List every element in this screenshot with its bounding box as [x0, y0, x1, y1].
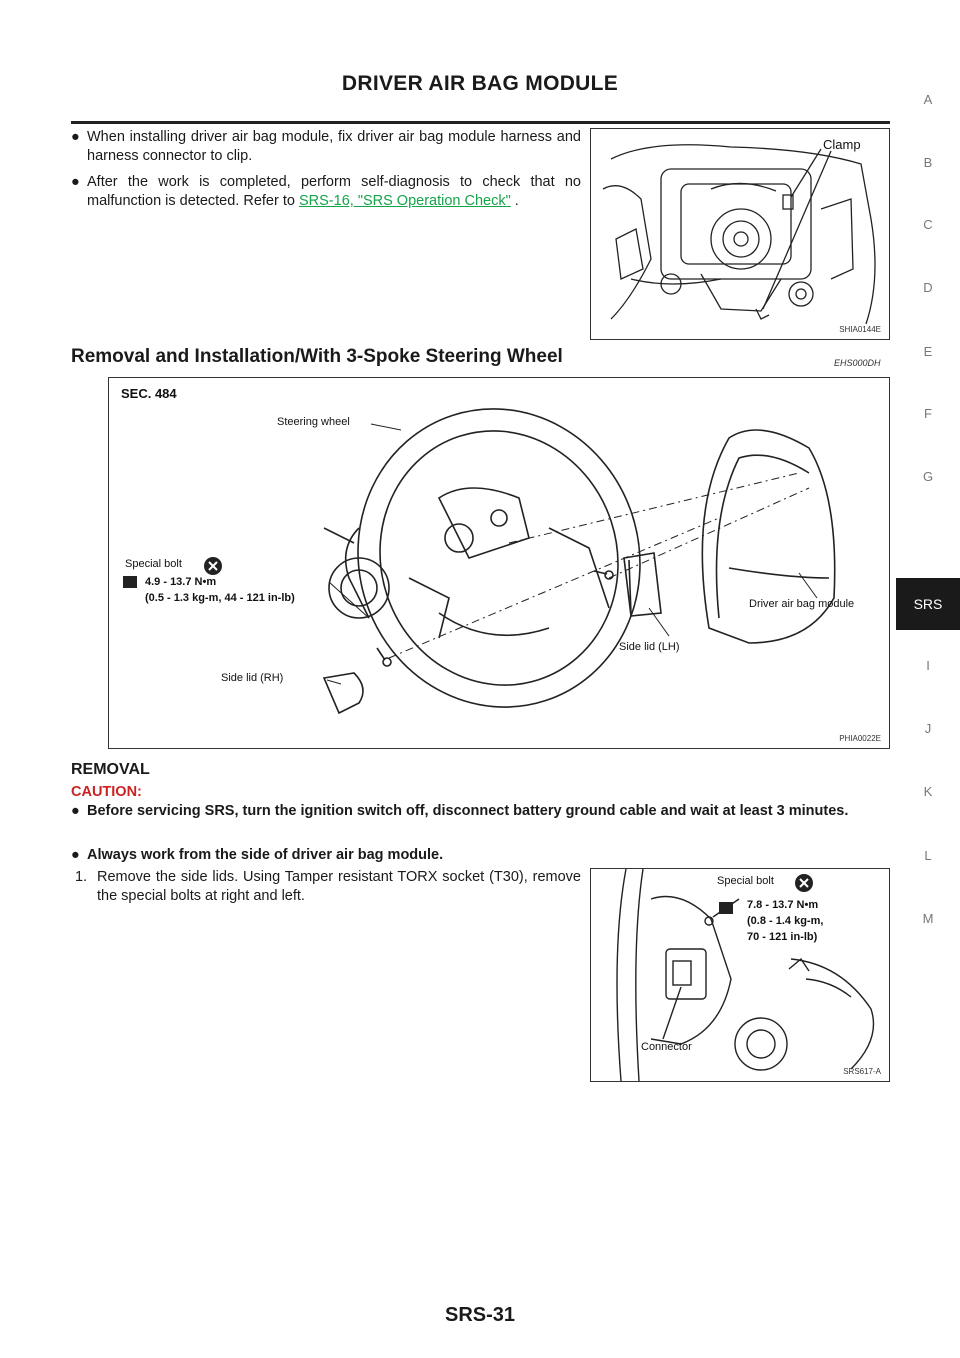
figure-steering-wheel — [108, 377, 890, 749]
intro-bullet-1 — [71, 128, 581, 166]
caution-label: CAUTION: — [71, 784, 142, 800]
special-bolt-label: Special bolt — [125, 558, 182, 570]
intro-bullet-text: After the work is completed, perform self-diagnosis to check that no malfunction is detected. Refer to SRS-16, "SRS Operation Check" . — [87, 174, 581, 209]
caution-item-2 — [71, 846, 889, 865]
torque-spec-3: 70 - 121 in-lb) — [747, 931, 818, 943]
header-rule — [71, 121, 890, 124]
removal-heading: REMOVAL — [71, 761, 150, 778]
bullet-dot: ● — [71, 803, 80, 819]
side-tab-b[interactable]: B — [923, 155, 933, 170]
torque-wrench-icon — [719, 902, 733, 914]
driver-airbag-label: Driver air bag module — [749, 598, 855, 610]
sec-label: SEC. 484 — [121, 386, 177, 401]
section-title: Removal and Installation/With 3-Spoke Steering Wheel — [71, 346, 563, 367]
bullet-dot: ● — [71, 174, 80, 190]
torque-spec-1: 4.9 - 13.7 N•m — [145, 576, 217, 588]
figure-clamp — [590, 128, 890, 340]
side-tab-i[interactable]: I — [926, 658, 930, 673]
side-tab-j[interactable]: J — [924, 721, 932, 736]
torque-spec-1: 7.8 - 13.7 N•m — [747, 899, 819, 911]
bullet-dot: ● — [71, 129, 80, 145]
torque-wrench-icon — [123, 576, 137, 588]
intro-bullet-2 — [71, 173, 581, 211]
side-index — [896, 0, 960, 1358]
page-title: DRIVER AIR BAG MODULE — [341, 72, 619, 95]
side-tab-c[interactable]: C — [923, 217, 933, 232]
bullet-dot: ● — [71, 847, 80, 863]
side-tab-d[interactable]: D — [923, 280, 933, 295]
side-lid-rh-label: Side lid (RH) — [221, 672, 284, 684]
special-bolt-icon — [795, 874, 813, 892]
figure-code: PHIA0022E — [839, 734, 881, 743]
clamp-illustration — [591, 129, 889, 339]
caution-item-text: Before servicing SRS, turn the ignition switch off, disconnect battery ground cable and wait at least 3 minutes. — [87, 803, 849, 819]
srs-operation-check-link[interactable]: SRS-16, "SRS Operation Check" — [298, 193, 511, 209]
special-bolt-label: Special bolt — [717, 875, 774, 887]
side-tab-f[interactable]: F — [924, 406, 932, 421]
step-number: 1. — [75, 869, 88, 885]
torque-spec-2: (0.5 - 1.3 kg-m, 44 - 121 in-lb) — [145, 592, 295, 604]
clamp-label: Clamp — [823, 137, 861, 152]
section-code: EHS000DH — [834, 358, 881, 368]
side-tab-l[interactable]: L — [924, 848, 932, 863]
removal-step-1 — [71, 868, 581, 906]
steering-wheel-label: Steering wheel — [277, 416, 350, 428]
figure-special-bolt — [590, 868, 890, 1082]
torque-spec-2: (0.8 - 1.4 kg-m, — [747, 915, 824, 927]
page-number: SRS-31 — [444, 1304, 516, 1326]
caution-item-text: Always work from the side of driver air bag module. — [87, 847, 444, 863]
side-tab-m[interactable]: M — [922, 911, 934, 926]
steering-wheel-illustration — [109, 378, 889, 748]
removal-step-text: Remove the side lids. Using Tamper resistant TORX socket (T30), remove the special bolts at right and left. — [97, 869, 581, 904]
side-tab-srs-active[interactable]: SRS — [896, 578, 960, 630]
figure-code: SHIA0144E — [839, 325, 881, 334]
intro-bullet-text: When installing driver air bag module, fix driver air bag module harness and harness connector to clip. — [87, 129, 581, 164]
caution-item-1 — [71, 802, 889, 821]
side-tab-e[interactable]: E — [923, 344, 933, 359]
side-tab-k[interactable]: K — [923, 784, 933, 799]
special-bolt-icon — [204, 557, 222, 575]
figure-code: SRS617-A — [843, 1067, 881, 1076]
special-bolt-illustration — [591, 869, 889, 1081]
side-lid-lh-label: Side lid (LH) — [619, 641, 680, 653]
connector-label: Connector — [641, 1041, 692, 1053]
side-tab-g[interactable]: G — [922, 469, 934, 484]
side-tab-a[interactable]: A — [923, 92, 933, 107]
